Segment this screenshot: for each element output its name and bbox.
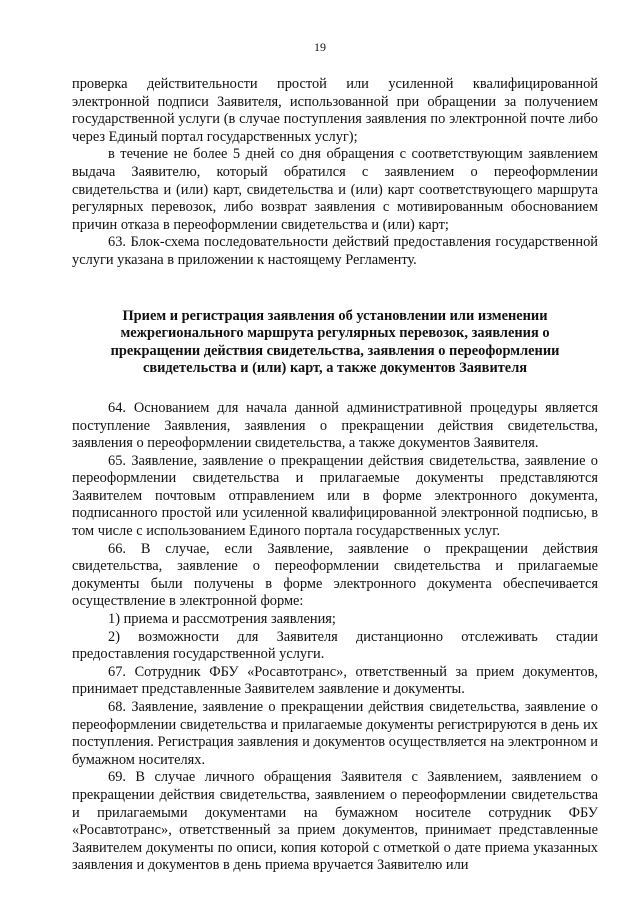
paragraph-63: 63. Блок-схема последовательности действий предоставления государственной услуги указана в приложении к настоящему Регламенту. <box>72 234 598 268</box>
paragraph-68: 68. Заявление, заявление о прекращении действия свидетельства, заявление о переоформлении свидетельства и прилагаемые документы регистрируются в день их поступления. Регистрация заявления и документов осуществляется на электронном и бумажном носителях. <box>72 699 598 768</box>
paragraph-65: 65. Заявление, заявление о прекращении действия свидетельства, заявление о переоформлении свидетельства и прилагаемые документы представляются Заявителем почтовым отправлением или в форме электронного документа, подписанного простой или усиленной квалифицированной электронной подписью, в том числе с использованием Единого портала государственных услуг. <box>72 452 598 540</box>
paragraph-signature-check: проверка действительности простой или усиленной квалифицированной электронной подписи Заявителя, использованной при обращении за получением государственной услуги (в случае поступления заявления по электронной почте либо через Единый портал государственных услуг); <box>72 76 598 145</box>
paragraph-66-item-2: 2) возможности для Заявителя дистанционно отслеживать стадии предоставления государственной услуги. <box>72 628 598 663</box>
paragraph-69: 69. В случае личного обращения Заявителя с Заявлением, заявлением о прекращении действия свидетельства, заявлением о переоформлении свидетельства и прилагаемыми документами на бумажном носителе сотрудник ФБУ «Росавтотранс», ответственный за прием документов, принимает представленные Заявителем документы по описи, копия которой с отметкой о дате приема указанных заявления и документов в день приема вручается Заявителю или <box>72 769 598 874</box>
section-heading: Прием и регистрация заявления об установлении или изменении межрегионального маршрута регулярных перевозок, заявления о прекращении действия свидетельства, заявления о переоформлении свидетельства и (или) карт, а также документов Заявителя <box>110 307 560 377</box>
document-body <box>72 76 598 875</box>
page-number: 19 <box>314 40 326 54</box>
paragraph-66-item-1: 1) приема и рассмотрения заявления; <box>108 611 336 628</box>
paragraph-issue-term: в течение не более 5 дней со дня обращения с соответствующим заявлением выдача Заявителю, который обратился с заявлением о переоформлении свидетельства и (или) карт, свидетельства и (или) карт соответствующего маршрута регулярных перевозок, либо возврат заявления с мотивированным обоснованием причин отказа в переоформлении свидетельства и (или) карт; <box>72 146 598 233</box>
paragraph-66: 66. В случае, если Заявление, заявление о прекращении действия свидетельства, заявление о переоформлении свидетельства и прилагаемые документы были получены в форме электронного документа обеспечивается осуществление в электронной форме: <box>72 540 598 610</box>
paragraph-64: 64. Основанием для начала данной административной процедуры является поступление Заявления, заявления о прекращении действия свидетельства, заявления о переоформлении свидетельства, а также документов Заявителя. <box>72 399 598 452</box>
paragraph-67: 67. Сотрудник ФБУ «Росавтотранс», ответственный за прием документов, принимает представленные Заявителем заявление и документы. <box>72 663 598 698</box>
